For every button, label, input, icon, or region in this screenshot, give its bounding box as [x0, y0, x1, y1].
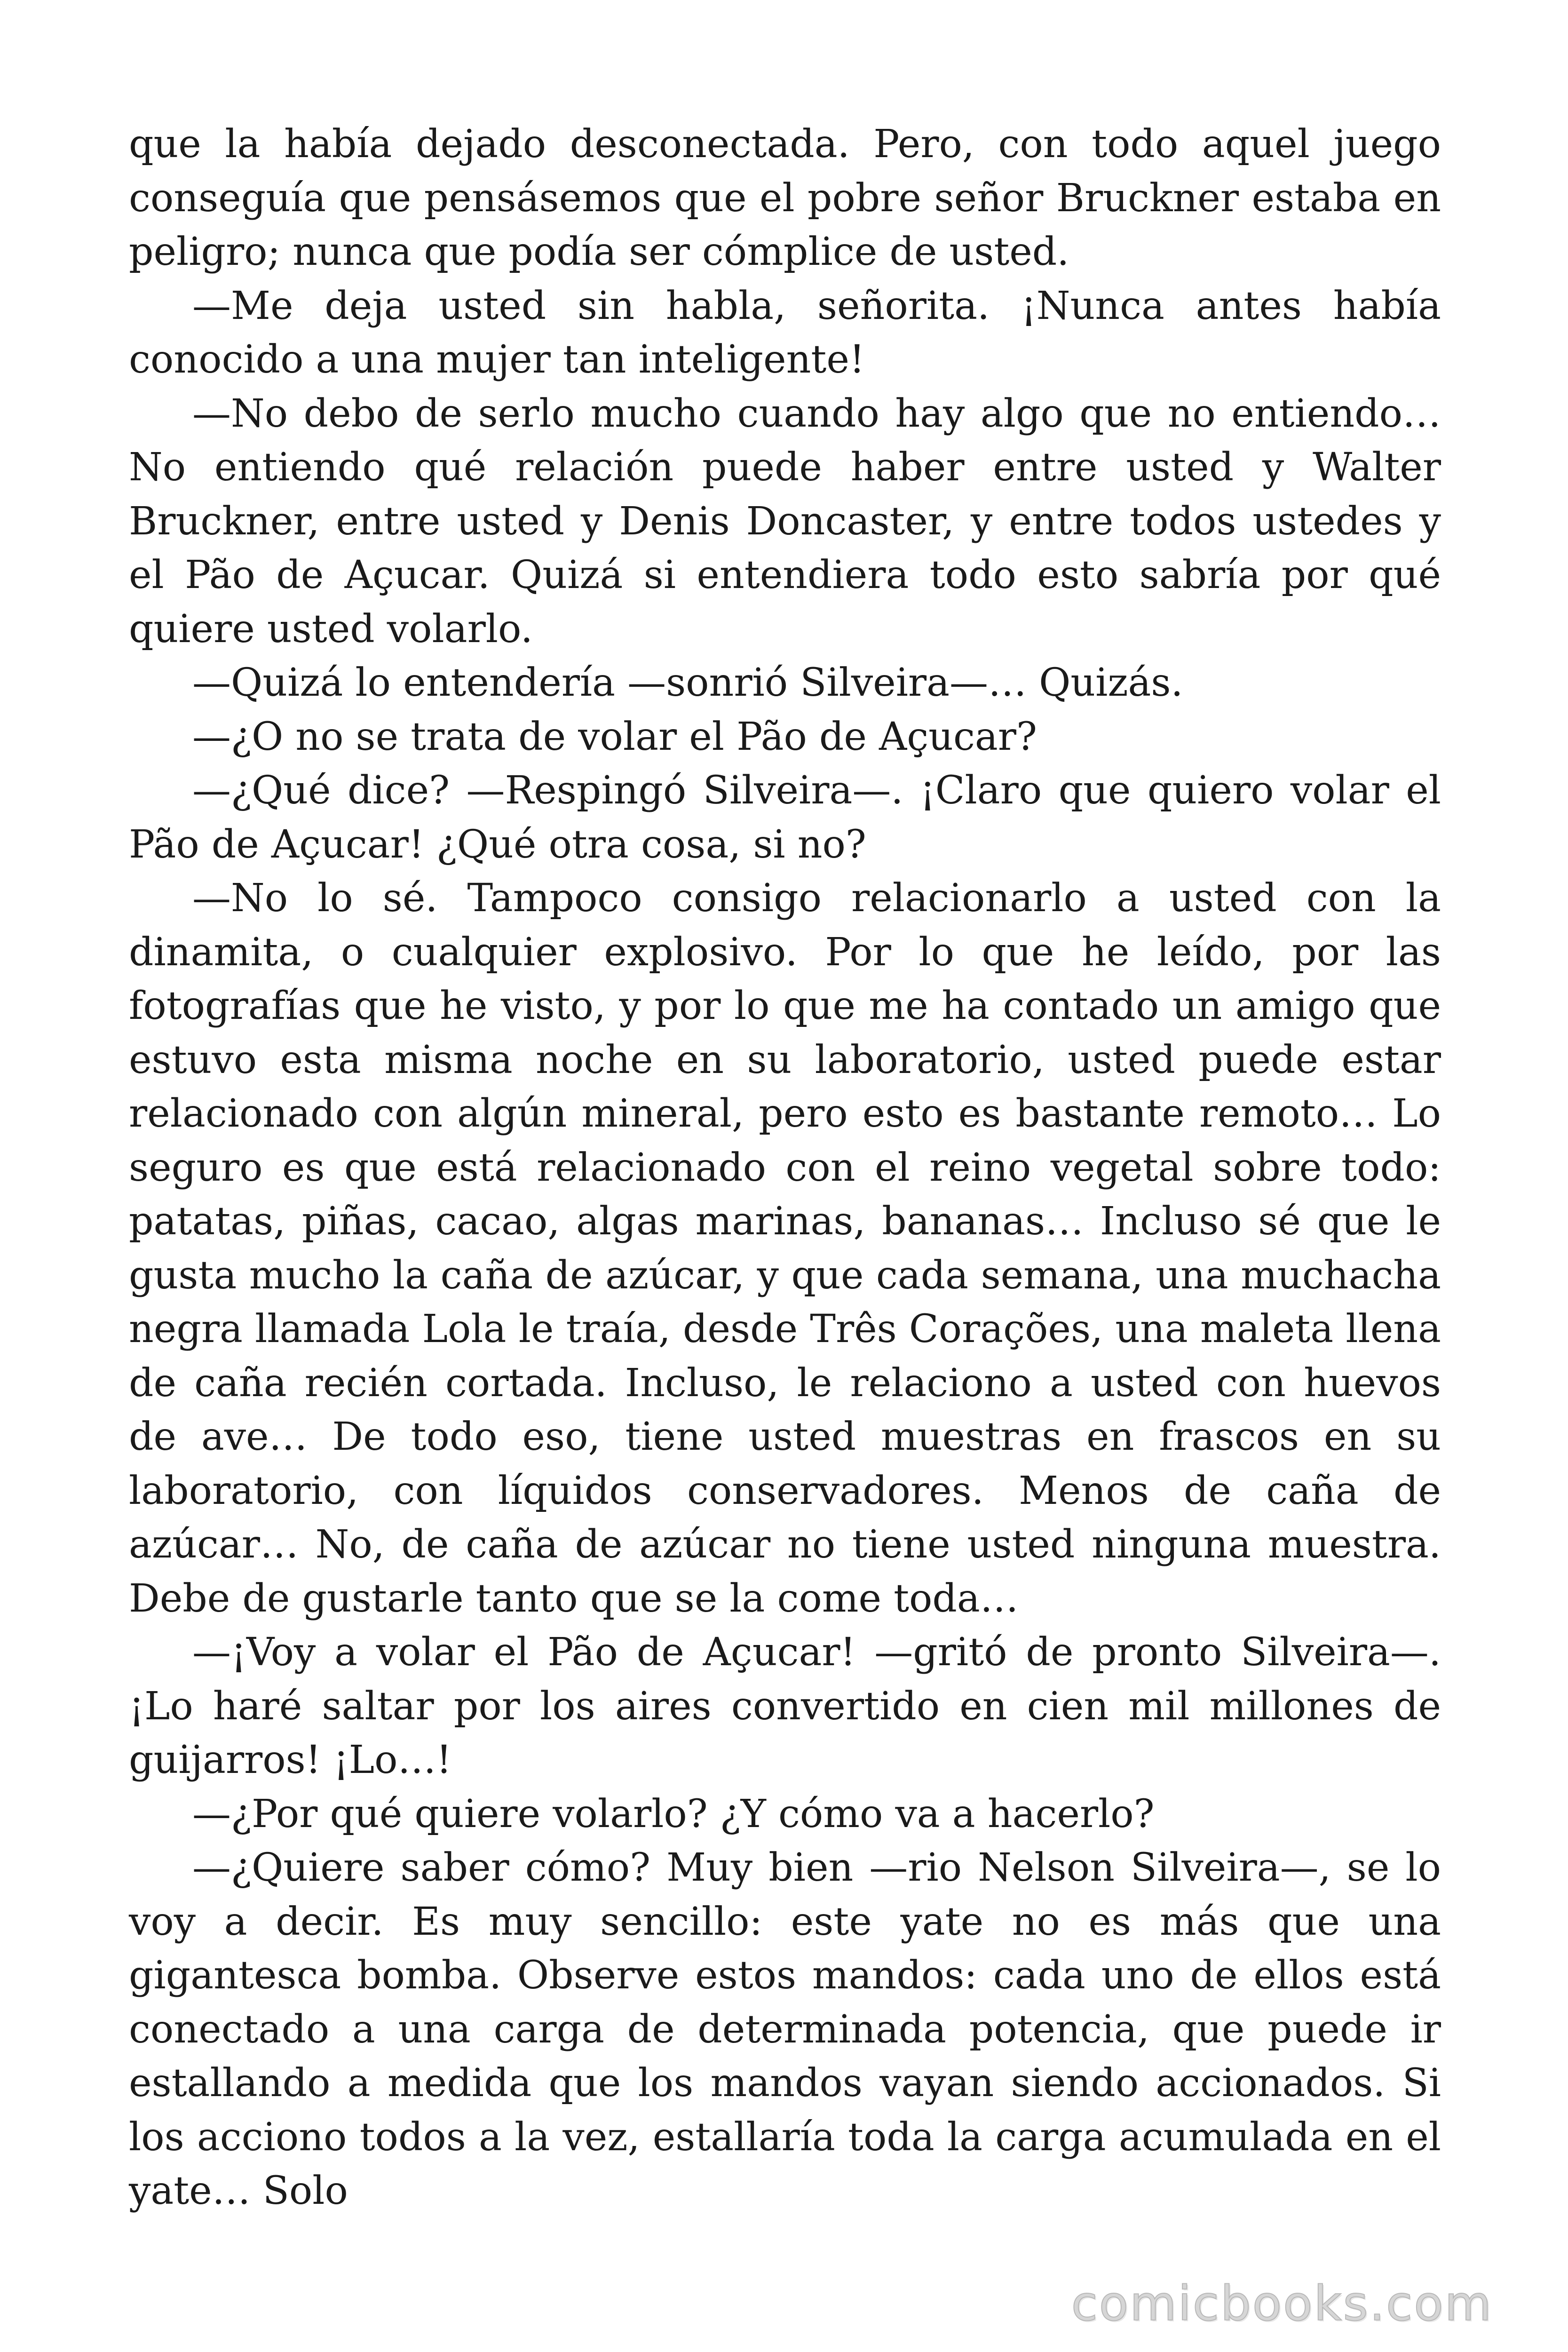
paragraph-dialogue: —No lo sé. Tampoco consigo relacionarlo a usted con la dinamita, o cualquier explosivo. Por lo que he leído, por las fotografías que he visto, y por lo que me ha contado un amigo que estuvo esta misma noche en su laboratorio, usted puede estar relacionado con algún mineral, pero esto es bastante remoto… Lo seguro es que está relacionado con el reino vegetal sobre todo: patatas, piñas, cacao, algas marinas, bananas… Incluso sé que le gusta mucho la caña de azúcar, y que cada semana, una muchacha negra llamada Lola le traía, desde Três Corações, una maleta llena de caña recién cortada. Incluso, le relaciono a usted con huevos de ave… De todo eso, tiene usted muestras en frascos en su laboratorio, con líquidos conservadores. Menos de caña de azúcar… No, de caña de azúcar no tiene usted ninguna muestra. Debe de gustarle tanto que se la come toda…: [129, 876, 1441, 1621]
paragraph-dialogue: —¡Voy a volar el Pão de Açucar! —gritó de pronto Silveira—. ¡Lo haré saltar por los aires convertido en cien mil millones de guijarros! ¡Lo…!: [129, 1630, 1441, 1782]
paragraph-dialogue: —¿Quiere saber cómo? Muy bien —rio Nelson Silveira—, se lo voy a decir. Es muy sencillo: este yate no es más que una gigantesca bomba. Observe estos mandos: cada uno de ellos está conectado a una carga de determinada potencia, que puede ir estallando a medida que los mandos vayan siendo accionados. Si los acciono todos a la vez, estallaría toda la carga acumulada en el yate… Solo: [129, 1845, 1441, 2213]
paragraph-dialogue: —Me deja usted sin habla, señorita. ¡Nunca antes había conocido a una mujer tan inteligente!: [129, 283, 1441, 382]
site-watermark: comicbooks.com: [1071, 2276, 1493, 2332]
body-text: [129, 118, 1441, 2218]
paragraph-dialogue: —Quizá lo entendería —sonrió Silveira—… Quizás.: [192, 660, 1183, 705]
paragraph-dialogue: —¿Qué dice? —Respingó Silveira—. ¡Claro que quiero volar el Pão de Açucar! ¿Qué otra cosa, si no?: [129, 768, 1441, 867]
paragraph-continuation: que la había dejado desconectada. Pero, con todo aquel juego conseguía que pensásemos que el pobre señor Bruckner estaba en peligro; nunca que podía ser cómplice de usted.: [129, 122, 1441, 274]
paragraph-dialogue: —¿Por qué quiere volarlo? ¿Y cómo va a hacerlo?: [192, 1791, 1155, 1836]
paragraph-dialogue: —¿O no se trata de volar el Pão de Açucar?: [192, 714, 1037, 759]
paragraph-dialogue: —No debo de serlo mucho cuando hay algo que no entiendo… No entiendo qué relación puede haber entre usted y Walter Bruckner, entre usted y Denis Doncaster, y entre todos ustedes y el Pão de Açucar. Quizá si entendiera todo esto sabría por qué quiere usted volarlo.: [129, 391, 1441, 652]
